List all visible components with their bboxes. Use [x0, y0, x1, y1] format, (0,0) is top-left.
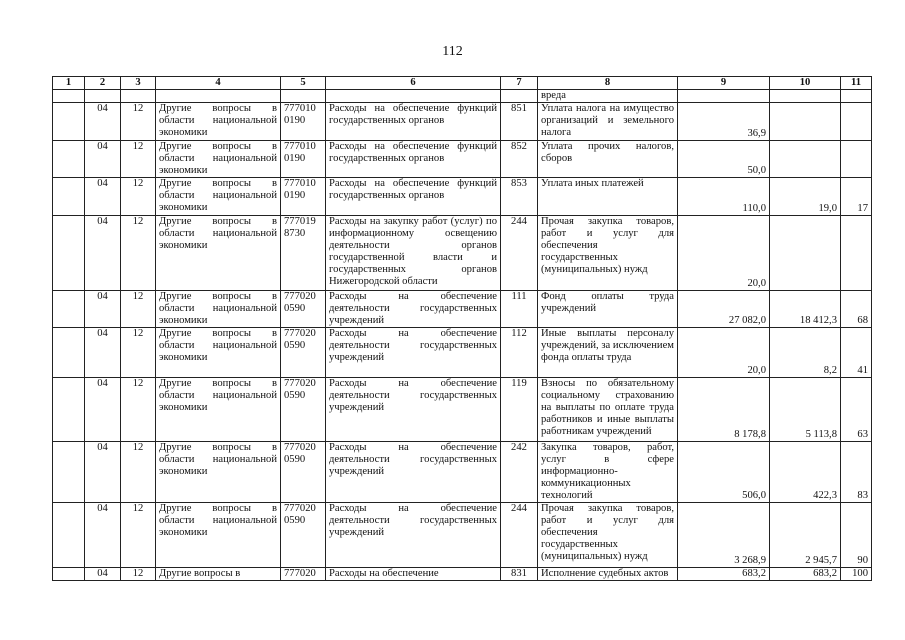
cell-plan: 20,0 — [678, 328, 770, 378]
cell-plan: 3 268,9 — [678, 503, 770, 568]
cell-actual: 8,2 — [770, 328, 841, 378]
cell-actual: 683,2 — [770, 568, 841, 581]
table-row — [53, 216, 872, 291]
cell-section-name: Другие вопросы в области национальной экономики — [156, 378, 281, 442]
cell-percent: 90 — [841, 503, 872, 568]
cell-plan: 110,0 — [678, 178, 770, 216]
cell-expense-type-name: Иные выплаты персоналу учреждений, за исключением фонда оплаты труда — [538, 328, 678, 378]
cell-target-code: 777020 0590 — [281, 442, 326, 503]
cell-section: 04 — [85, 378, 121, 442]
continuation-row — [53, 90, 872, 103]
cell-expense-type-code: 851 — [501, 103, 538, 141]
page-number: 112 — [442, 44, 463, 59]
cell-percent — [841, 103, 872, 141]
cell-section: 04 — [85, 328, 121, 378]
cell-actual — [770, 103, 841, 141]
budget-table — [52, 76, 872, 581]
cell-expense-type-name: Уплата иных платежей — [538, 178, 678, 216]
cell-col-1 — [53, 503, 85, 568]
column-header-10: 10 — [770, 77, 841, 90]
cell-percent — [841, 141, 872, 178]
table-row — [53, 568, 872, 581]
cell-percent: 68 — [841, 291, 872, 328]
cell-actual: 18 412,3 — [770, 291, 841, 328]
cell-expense-type-name: Прочая закупка товаров, работ и услуг для обеспечения государственных (муниципальных) нужд — [538, 503, 678, 568]
cell-section: 04 — [85, 291, 121, 328]
cell-expense-type-name: Прочая закупка товаров, работ и услуг для обеспечения государственных (муниципальных) нужд — [538, 216, 678, 291]
cell-plan: 8 178,8 — [678, 378, 770, 442]
cell-target-code: 777020 — [281, 568, 326, 581]
cell-section-name: Другие вопросы в области национальной экономики — [156, 503, 281, 568]
column-header-4: 4 — [156, 77, 281, 90]
cell-col-1 — [53, 328, 85, 378]
column-header-7: 7 — [501, 77, 538, 90]
cell-expense-type-code: 853 — [501, 178, 538, 216]
cell-expense-type-name: Уплата прочих налогов, сборов — [538, 141, 678, 178]
cell-target-name: Расходы на обеспечение деятельности государственных учреждений — [326, 291, 501, 328]
cell-target-name: Расходы на обеспечение деятельности государственных учреждений — [326, 378, 501, 442]
cell-subsection: 12 — [121, 178, 156, 216]
cell-actual: 2 945,7 — [770, 503, 841, 568]
cell-expense-type-name: Фонд оплаты труда учреждений — [538, 291, 678, 328]
table-row — [53, 328, 872, 378]
cell-percent: 63 — [841, 378, 872, 442]
cell-col-1 — [53, 178, 85, 216]
cell-section: 04 — [85, 103, 121, 141]
cell-section: 04 — [85, 442, 121, 503]
cell-percent: 41 — [841, 328, 872, 378]
column-header-1: 1 — [53, 77, 85, 90]
cell-section-name: Другие вопросы в области национальной экономики — [156, 103, 281, 141]
cell-expense-type-code: 242 — [501, 442, 538, 503]
cell-target-code: 777019 8730 — [281, 216, 326, 291]
cell-section: 04 — [85, 178, 121, 216]
column-header-2: 2 — [85, 77, 121, 90]
column-header-11: 11 — [841, 77, 872, 90]
cell-target-code: 777010 0190 — [281, 178, 326, 216]
cell-expense-type-code: 831 — [501, 568, 538, 581]
cell-target-name: Расходы на обеспечение — [326, 568, 501, 581]
cell-section-name: Другие вопросы в области национальной экономики — [156, 291, 281, 328]
cell-expense-type-name: Взносы по обязательному социальному страхованию на выплаты по оплате труда работников и иные выплаты работникам учреждений — [538, 378, 678, 442]
column-header-5: 5 — [281, 77, 326, 90]
cell-percent: 83 — [841, 442, 872, 503]
table-row — [53, 178, 872, 216]
cell-target-name: Расходы на обеспечение функций государственных органов — [326, 178, 501, 216]
cell-expense-type-name: Исполнение судебных актов — [538, 568, 678, 581]
cell-col-1 — [53, 378, 85, 442]
cell-expense-type-name: Уплата налога на имущество организаций и земельного налога — [538, 103, 678, 141]
table-body — [53, 90, 872, 581]
cell-plan: 50,0 — [678, 141, 770, 178]
cell-section-name: Другие вопросы в — [156, 568, 281, 581]
table-row — [53, 103, 872, 141]
column-header-8: 8 — [538, 77, 678, 90]
cell-percent — [841, 216, 872, 291]
cell-section-name: Другие вопросы в области национальной экономики — [156, 442, 281, 503]
table-row — [53, 141, 872, 178]
table-row — [53, 291, 872, 328]
column-header-3: 3 — [121, 77, 156, 90]
cell-col-1 — [53, 568, 85, 581]
cell-expense-type-code: 244 — [501, 503, 538, 568]
cell-target-name: Расходы на обеспечение функций государственных органов — [326, 141, 501, 178]
cell-target-code: 777020 0590 — [281, 291, 326, 328]
cell-col-1 — [53, 103, 85, 141]
cell-expense-type-code: 852 — [501, 141, 538, 178]
cell-plan: 506,0 — [678, 442, 770, 503]
cell-expense-type-code: 112 — [501, 328, 538, 378]
cell-section: 04 — [85, 568, 121, 581]
cell-section-name: Другие вопросы в области национальной экономики — [156, 328, 281, 378]
cell-plan: 27 082,0 — [678, 291, 770, 328]
continuation-text: вреда — [538, 90, 678, 103]
cell-plan: 683,2 — [678, 568, 770, 581]
cell-subsection: 12 — [121, 291, 156, 328]
cell-target-name: Расходы на закупку работ (услуг) по информационному освещению деятельности органов государственной власти и государственных органов Нижегородской области — [326, 216, 501, 291]
cell-subsection: 12 — [121, 328, 156, 378]
cell-target-name: Расходы на обеспечение деятельности государственных учреждений — [326, 328, 501, 378]
cell-target-name: Расходы на обеспечение деятельности государственных учреждений — [326, 442, 501, 503]
cell-target-code: 777010 0190 — [281, 103, 326, 141]
cell-target-name: Расходы на обеспечение деятельности государственных учреждений — [326, 503, 501, 568]
cell-col-1 — [53, 141, 85, 178]
cell-actual — [770, 216, 841, 291]
cell-target-code: 777020 0590 — [281, 328, 326, 378]
cell-target-code: 777020 0590 — [281, 503, 326, 568]
cell-actual: 19,0 — [770, 178, 841, 216]
cell-section: 04 — [85, 141, 121, 178]
cell-col-1 — [53, 442, 85, 503]
cell-section: 04 — [85, 503, 121, 568]
cell-target-name: Расходы на обеспечение функций государственных органов — [326, 103, 501, 141]
cell-section: 04 — [85, 216, 121, 291]
cell-col-1 — [53, 216, 85, 291]
cell-expense-type-code: 244 — [501, 216, 538, 291]
cell-target-code: 777020 0590 — [281, 378, 326, 442]
cell-target-code: 777010 0190 — [281, 141, 326, 178]
cell-expense-type-code: 111 — [501, 291, 538, 328]
cell-plan: 20,0 — [678, 216, 770, 291]
cell-expense-type-code: 119 — [501, 378, 538, 442]
cell-expense-type-name: Закупка товаров, работ, услуг в сфере информационно-коммуникационных технологий — [538, 442, 678, 503]
table-row — [53, 378, 872, 442]
table-row — [53, 442, 872, 503]
cell-subsection: 12 — [121, 103, 156, 141]
cell-actual: 5 113,8 — [770, 378, 841, 442]
cell-section-name: Другие вопросы в области национальной экономики — [156, 216, 281, 291]
cell-plan: 36,9 — [678, 103, 770, 141]
column-header-6: 6 — [326, 77, 501, 90]
cell-subsection: 12 — [121, 141, 156, 178]
cell-col-1 — [53, 291, 85, 328]
cell-actual: 422,3 — [770, 442, 841, 503]
cell-subsection: 12 — [121, 216, 156, 291]
header-row — [53, 77, 872, 90]
cell-subsection: 12 — [121, 378, 156, 442]
cell-section-name: Другие вопросы в области национальной экономики — [156, 141, 281, 178]
column-header-9: 9 — [678, 77, 770, 90]
table-row — [53, 503, 872, 568]
cell-subsection: 12 — [121, 442, 156, 503]
cell-section-name: Другие вопросы в области национальной экономики — [156, 178, 281, 216]
cell-percent: 100 — [841, 568, 872, 581]
cell-subsection: 12 — [121, 568, 156, 581]
cell-subsection: 12 — [121, 503, 156, 568]
cell-percent: 17 — [841, 178, 872, 216]
cell-actual — [770, 141, 841, 178]
